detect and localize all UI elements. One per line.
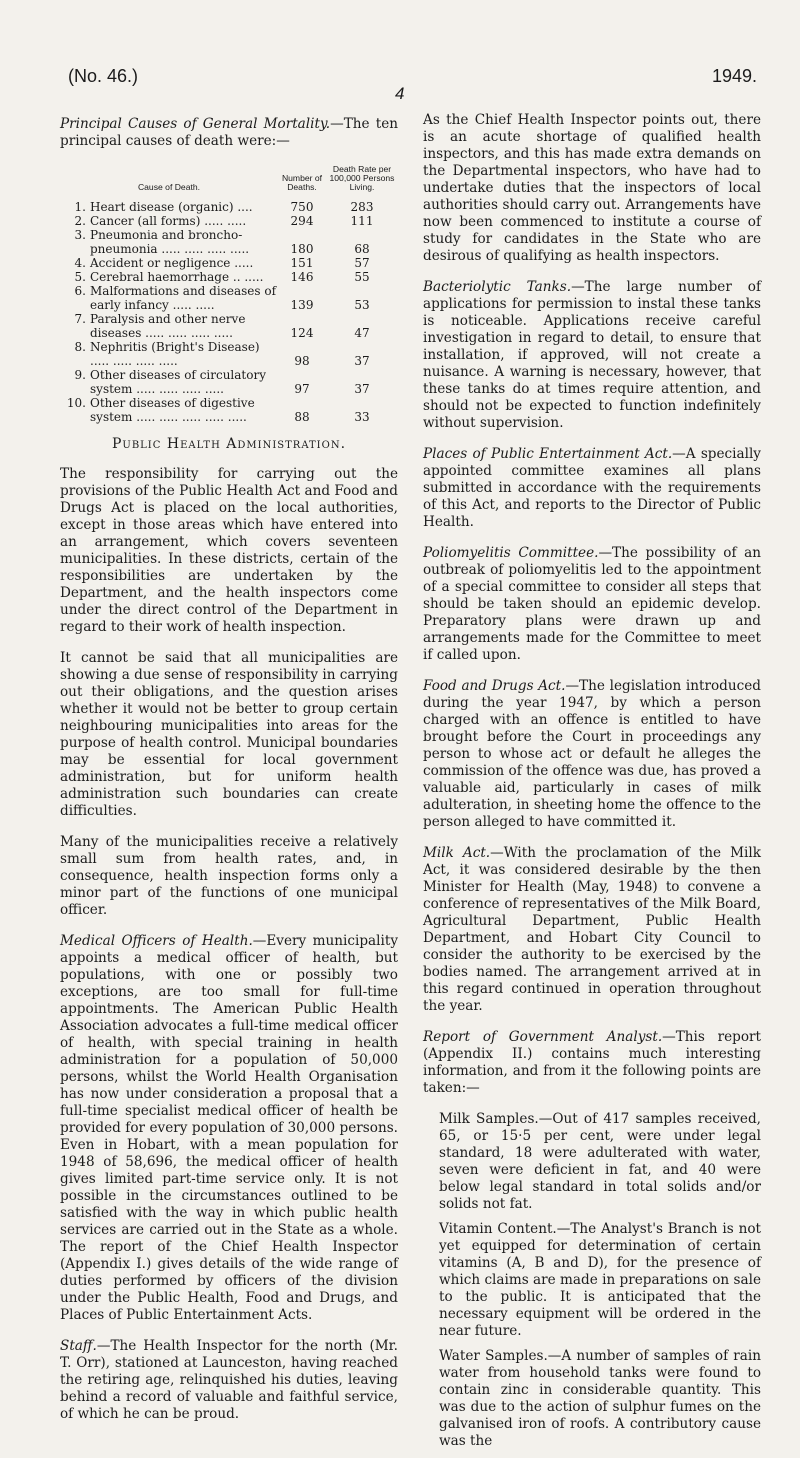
row-number: 10. [66,396,86,410]
table-row [60,214,398,228]
analyst-point [439,1221,761,1340]
rate-cell: 33 [354,410,370,424]
deaths-cell: 750 [290,200,314,214]
deaths-cell: 88 [294,410,310,424]
table-row [60,200,398,214]
paragraph-heading: Places of Public Entertainment Act. [423,446,673,462]
cause-cell: Cerebral haemorrhage .. ..... [90,270,264,284]
paragraph-heading: Poliomyelitis Committee. [423,545,599,561]
intro-text: —The ten principal causes of death were:— [60,116,399,149]
deaths-cell: 97 [294,382,310,396]
paragraph-heading: Report of Government Analyst. [423,1029,663,1045]
deaths-cell: 139 [290,298,314,312]
table-row [60,368,398,396]
deaths-cell: 146 [290,270,314,284]
paragraph-text: —With the proclamation of the Milk Act, it was considered desirable by the then Minister for Health (May, 1948) to convene a conference of representatives of the Milk Board, Agricultural Department, Public Health Department, and Hobart City Council to consider the authority to be exercised by the bodies named. The arrangement arrived at in this regard continued in operation throughout the year. [423,845,761,1014]
column-header-rate: Death Rate per 100,000 Persons Living. [329,164,395,192]
row-number: 7. [74,312,86,326]
paragraph-text: —This report (Appendix II.) contains much interesting information, and from it the following points are taken:— [423,1029,761,1096]
section-title: Public Health Administration. [111,436,347,452]
analyst-point-text: —Out of 417 samples received, 65, or 15·5 per cent, were under legal standard, 18 were adulterated with water, seven were deficient in fat, and 40 were below legal standard in total solids and/or solids not fat. [439,1111,761,1212]
analyst-points [423,1111,761,1450]
row-number: 3. [74,228,86,242]
body-paragraph [60,650,398,820]
body-paragraph [423,845,761,1015]
paragraph-text: —The possibility of an outbreak of poliomyelitis led to the appointment of a special committee to consider all steps that should be taken should an epidemic develop. Preparatory plans were drawn up and arrangements made for the Committee to meet if called upon. [423,545,761,663]
paragraph-text: —A specially appointed committee examines all plans submitted in accordance with the requirements of this Act, and reports to the Director of Public Health. [423,446,761,530]
analyst-point-text: —The Analyst's Branch is not yet equipped for determination of certain vitamins (A, B and D), for the presence of which claims are made in preparations on sale to the public. It is anticipated that the necessary equipment will be ordered in the near future. [439,1221,761,1339]
body-paragraph [60,1338,398,1423]
rate-cell: 37 [354,354,370,368]
rate-cell: 37 [354,382,370,396]
deaths-cell: 180 [290,242,314,256]
paragraph-text: —The large number of applications for permission to instal these tanks is noticeable. Applications receive careful investigation in regard to detail, to ensure that installation, if approved, will not create a nuisance. A warning is necessary, however, that these tanks do at times require attention, and should not be expected to function indefinitely without supervision. [423,279,762,431]
analyst-point-label: Vitamin Content. [439,1221,557,1237]
paragraph-text: Many of the municipalities receive a relatively small sum from health rates, and, in consequence, health inspection forms only a minor part of the functions of one municipal officer. [60,834,398,918]
deaths-cell: 124 [290,326,314,340]
body-paragraph [60,466,398,636]
body-paragraph [60,834,398,919]
paragraph-text: —The Health Inspector for the north (Mr. T. Orr), stationed at Launceston, having reached the retiring age, relinquished his duties, leaving behind a record of valuable and faithful service, of which he can be proud. [60,1338,398,1422]
paragraph-text: It cannot be said that all municipalities are showing a due sense of responsibility in carrying out their obligations, and the question arises whether it would not be better to group certain neighbouring municipalities into areas for the purpose of health control. Municipal boundaries may be essential for local government administration, but for uniform health administration such boundaries can create difficulties. [60,650,398,819]
intro-paragraph [60,116,398,150]
paragraph-heading: Bacteriolytic Tanks. [423,279,572,295]
cause-cell: Cancer (all forms) ..... ..... [90,214,247,228]
body-paragraph [423,112,761,265]
left-paragraphs [60,466,398,1423]
body-paragraph [60,933,398,1324]
cause-cell: Other diseases of digestive system ..... ..... ..... ..... ..... [90,396,255,424]
table-row [60,396,398,424]
right-paragraphs [423,112,761,1097]
paragraph-heading: Milk Act. [423,845,491,861]
row-number: 1. [74,200,86,214]
deaths-cell: 151 [290,256,314,270]
analyst-point-label: Water Samples. [439,1348,548,1364]
body-paragraph [423,1029,761,1097]
paragraph-heading: Food and Drugs Act. [423,678,566,694]
intro-heading: Principal Causes of General Mortality. [60,116,331,132]
rate-cell: 68 [354,242,370,256]
paragraph-heading: Medical Officers of Health. [60,933,253,949]
analyst-point [439,1348,761,1450]
column-header-cause: Cause of Death. [137,182,201,192]
rate-cell: 111 [350,214,374,228]
rate-cell: 47 [354,326,370,340]
body-paragraph [423,446,761,531]
table-row [60,340,398,368]
cause-cell: Pneumonia and broncho-pneumonia ..... ..... ..... ..... [90,228,250,256]
table-row [60,312,398,340]
table-row [60,228,398,256]
paragraph-text: As the Chief Health Inspector points out, there is an acute shortage of qualified health inspectors, and this has made extra demands on the Departmental inspectors, who have had to undertake duties that the inspectors of local authorities should carry out. Arrangements have now been commenced to institute a course of study for candidates in the State who are desirous of qualifying as health inspectors. [423,112,761,264]
cause-cell: Paralysis and other nerve diseases ..... ..... ..... ..... [90,312,246,340]
body-paragraph [423,279,761,432]
row-number: 9. [74,368,86,382]
left-column [60,100,398,1437]
document-number: (No. 46.) [68,66,139,86]
document-year: 1949. [712,66,758,86]
mortality-table-body [60,200,398,424]
row-number: 2. [74,214,86,228]
body-paragraph [423,545,761,664]
table-row [60,270,398,284]
rate-cell: 57 [354,256,370,270]
cause-cell: Accident or negligence ..... [90,256,254,270]
analyst-point [439,1111,761,1213]
row-number: 8. [74,340,86,354]
cause-cell: Heart disease (organic) .... [90,200,253,214]
table-row [60,284,398,312]
paragraph-text: The responsibility for carrying out the provisions of the Public Health Act and Food and Drugs Act is placed on the local authorities, except in those areas which have entered into an arrangement, which covers seventeen municipalities. In these districts, certain of the responsibilities are undertaken by the Department, and the health inspectors come under the direct control of the Department in regard to their work of health inspection. [60,466,398,635]
paragraph-text: —Every municipality appoints a medical officer of health, but populations, with one or possibly two exceptions, are too small for full-time appointments. The American Public Health Association advocates a full-time medical officer of health, with special training in health administration for a population of 50,000 persons, whilst the World Health Organisation has now under consideration a proposal that a full-time specialist medical officer of health be provided for every population of 30,000 persons. Even in Hobart, with a mean population for 1948 of 58,696, the medical officer of health gives limited part-time service only. It is not possible in the circumstances outlined to be satisfied with the way in which public health services are carried out in the State as a whole. The report of the Chief Health Inspector (Appendix I.) gives details of the wide range of duties performed by officers of the division under the Public Health, Food and Drugs, and Places of Public Entertainment Acts. [60,933,398,1323]
paragraph-text: —The legislation introduced during the year 1947, by which a person charged with an offence is entitled to have brought before the Court in proceedings any person to whose act or default he alleges the commission of the offence was due, has proved a valuable aid, particularly in cases of milk adulteration, in sheeting home the offence to the person alleged to have committed it. [423,678,761,830]
rate-cell: 53 [354,298,370,312]
paragraph-heading: Staff. [60,1338,97,1354]
table-row [60,256,398,270]
row-number: 6. [74,284,86,298]
body-paragraph [423,678,761,831]
analyst-point-text: —A number of samples of rain water from household tanks were found to contain zinc in considerable quantity. This was due to the action of sulphur fumes on the galvanised iron of roofs. A contributory cause was the [439,1348,761,1449]
row-number: 5. [74,270,86,284]
cause-cell: Nephritis (Bright's Disease) ..... ..... ..... ..... [90,340,260,368]
deaths-cell: 294 [290,214,314,228]
mortality-table [60,164,398,424]
table-header-row [60,164,398,200]
cause-cell: Malformations and diseases of early infancy ..... ..... [90,284,277,312]
rate-cell: 283 [350,200,374,214]
rate-cell: 55 [354,270,370,284]
page-number: 4 [395,84,405,103]
cause-cell: Other diseases of circulatory system ..... ..... ..... ..... [90,368,266,396]
column-header-deaths: Number of Deaths. [281,173,323,192]
row-number: 4. [74,256,86,270]
deaths-cell: 98 [294,354,310,368]
right-column [423,112,761,1458]
analyst-point-label: Milk Samples. [439,1111,539,1127]
